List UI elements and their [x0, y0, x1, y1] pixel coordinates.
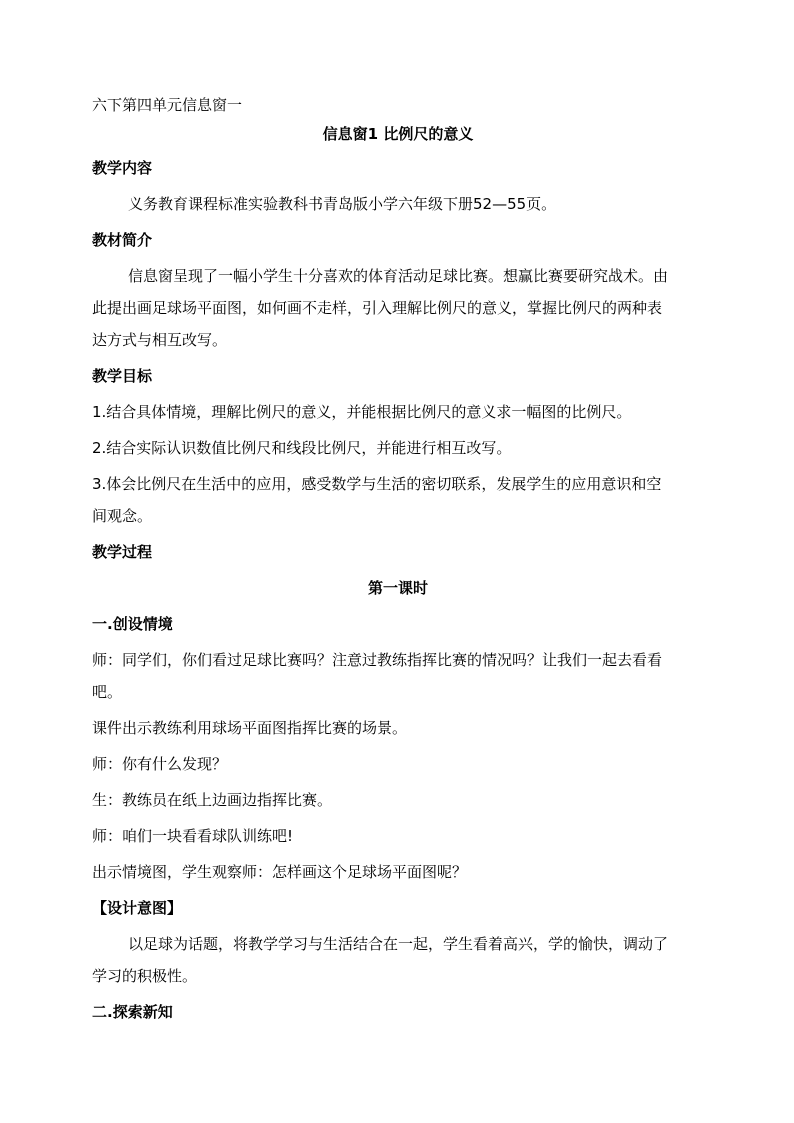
section-heading-intro: 教材简介 — [92, 231, 153, 249]
intro-line-1: 信息窗呈现了一幅小学生十分喜欢的体育活动足球比赛。想赢比赛要研究战术。由 — [128, 267, 669, 285]
section-heading-goals: 教学目标 — [92, 367, 153, 385]
content-text: 义务教育课程标准实验教科书青岛版小学六年级下册52—55页。 — [128, 195, 557, 213]
goal-3-line-1: 3.体会比例尺在生活中的应用，感受数学与生活的密切联系，发展学生的应用意识和空 — [92, 475, 662, 493]
paragraph-2: 课件出示教练利用球场平面图指挥比赛的场景。 — [92, 719, 408, 737]
part-1-heading: 一.创设情境 — [92, 615, 173, 633]
document-title: 信息窗1 比例尺的意义 — [322, 125, 474, 143]
design-intent-line-2: 学习的积极性。 — [92, 967, 198, 985]
paragraph-1-line-2: 吧。 — [92, 683, 123, 701]
paragraph-5: 师：咱们一块看看球队训练吧! — [92, 827, 294, 845]
paragraph-1-line-1: 师：同学们，你们看过足球比赛吗？注意过教练指挥比赛的情况吗？让我们一起去看看 — [92, 651, 663, 669]
intro-line-3: 达方式与相互改写。 — [92, 331, 228, 349]
paragraph-3: 师：你有什么发现？ — [92, 755, 228, 773]
intro-line-2: 此提出画足球场平面图，如何画不走样，引入理解比例尺的意义，掌握比例尺的两种表 — [92, 299, 663, 317]
goal-3-line-2: 间观念。 — [92, 507, 153, 525]
section-heading-process: 教学过程 — [92, 543, 153, 561]
design-intent-heading: 【设计意图】 — [92, 899, 183, 917]
goal-2: 2.结合实际认识数值比例尺和线段比例尺，并能进行相互改写。 — [92, 439, 512, 457]
section-heading-content: 教学内容 — [92, 159, 153, 177]
paragraph-6: 出示情境图，学生观察师：怎样画这个足球场平面图呢？ — [92, 863, 468, 881]
lesson-title: 第一课时 — [367, 579, 428, 597]
design-intent-line-1: 以足球为话题，将教学学习与生活结合在一起，学生看着高兴，学的愉快，调动了 — [128, 935, 669, 953]
document-header: 六下第四单元信息窗一 — [92, 96, 243, 114]
paragraph-4: 生：教练员在纸上边画边指挥比赛。 — [92, 791, 333, 809]
part-2-heading: 二.探索新知 — [92, 1003, 173, 1021]
goal-1: 1.结合具体情境，理解比例尺的意义，并能根据比例尺的意义求一幅图的比例尺。 — [92, 403, 632, 421]
